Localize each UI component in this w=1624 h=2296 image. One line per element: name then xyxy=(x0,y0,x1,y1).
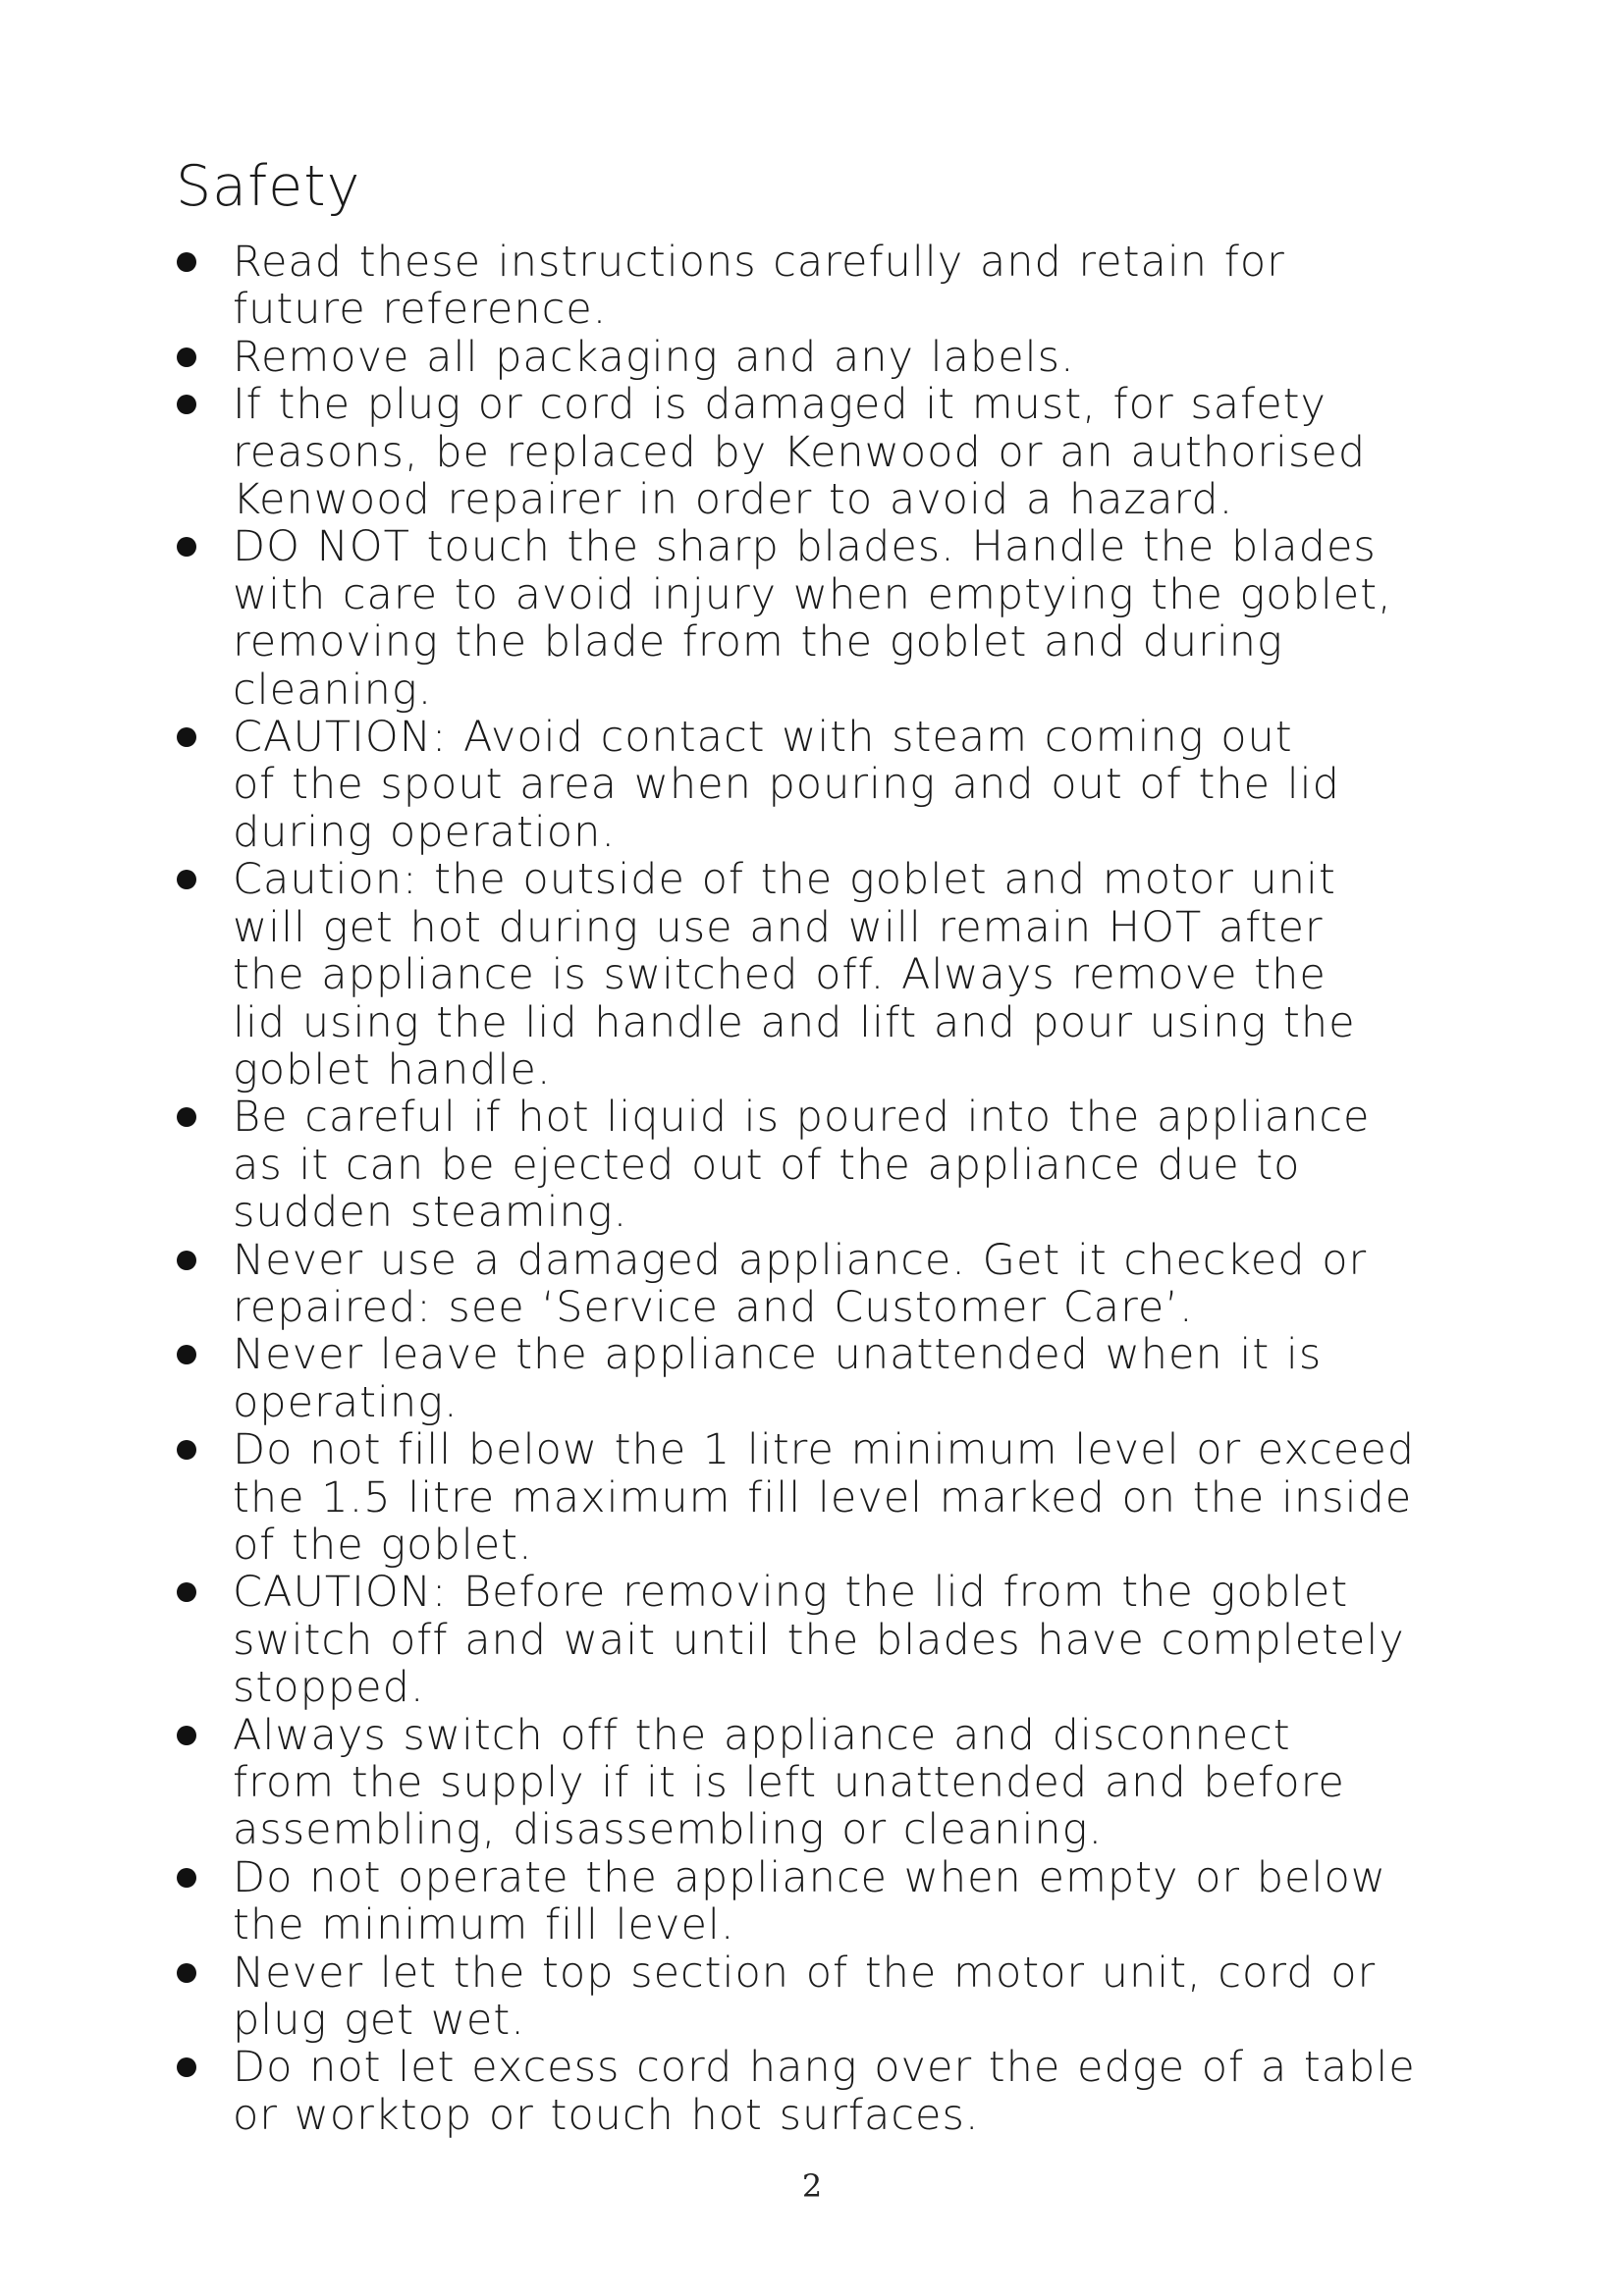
bullet-icon xyxy=(177,727,196,747)
list-item-line: goblet handle. xyxy=(233,1044,552,1095)
list-item-line: during operation. xyxy=(233,807,617,857)
list-item-line: future reference. xyxy=(233,285,608,335)
list-item xyxy=(0,334,1624,381)
safety-list xyxy=(0,239,1624,2139)
list-item-line: Remove all packaging and any labels. xyxy=(233,332,1075,382)
list-item-line: repaired: see ‘Service and Customer Care’. xyxy=(233,1282,1194,1332)
list-item-line: CAUTION: Before removing the lid from the goblet xyxy=(233,1568,1349,1618)
bullet-icon xyxy=(177,537,196,557)
list-item-line: lid using the lid handle and lift and pour using the xyxy=(233,997,1356,1047)
bullet-icon xyxy=(177,1107,196,1127)
list-item-line: Do not operate the appliance when empty or below xyxy=(233,1852,1386,1902)
list-item-line: stopped. xyxy=(233,1663,425,1713)
list-item-line: Do not let excess cord hang over the edge of a table xyxy=(233,2043,1416,2093)
list-item-line: CAUTION: Avoid contact with steam coming out xyxy=(233,713,1293,763)
list-item xyxy=(0,381,1624,523)
list-item xyxy=(0,523,1624,714)
bullet-icon xyxy=(177,1868,196,1888)
list-item-line: Kenwood repairer in order to avoid a hazard. xyxy=(233,475,1234,525)
page-title: Safety xyxy=(176,154,361,219)
list-item-line: assembling, disassembling or cleaning. xyxy=(233,1805,1104,1855)
list-item xyxy=(0,239,1624,334)
list-item-line: as it can be ejected out of the appliance due to xyxy=(233,1140,1301,1190)
list-item xyxy=(0,1569,1624,1711)
list-item-line: reasons, be replaced by Kenwood or an authorised xyxy=(233,427,1367,477)
list-item-line: Be careful if hot liquid is poured into the appliance xyxy=(233,1093,1371,1143)
list-item-line: sudden steaming. xyxy=(233,1188,628,1238)
list-item-line: DO NOT touch the sharp blades. Handle the blades xyxy=(233,522,1377,572)
list-item xyxy=(0,1854,1624,1949)
list-item-line: removing the blade from the goblet and during xyxy=(233,617,1283,667)
bullet-icon xyxy=(177,252,196,272)
list-item-line: of the goblet. xyxy=(233,1520,533,1570)
bullet-icon xyxy=(177,1582,196,1602)
list-item xyxy=(0,856,1624,1094)
list-item-line: will get hot during use and will remain HOT after xyxy=(233,902,1324,952)
list-item-line: Caution: the outside of the goblet and motor unit xyxy=(233,855,1336,905)
bullet-icon xyxy=(177,1251,196,1270)
list-item-line: of the spout area when pouring and out of the lid xyxy=(233,760,1340,810)
page-number: 2 xyxy=(801,2167,823,2205)
list-item-line: the minimum fill level. xyxy=(233,1900,735,1950)
bullet-icon xyxy=(177,347,196,367)
list-item-line: the appliance is switched off. Always remove the xyxy=(233,950,1326,1000)
bullet-icon xyxy=(177,1345,196,1364)
bullet-icon xyxy=(177,2057,196,2077)
bullet-icon xyxy=(177,395,196,414)
bullet-icon xyxy=(177,870,196,889)
list-item xyxy=(0,714,1624,856)
list-item-line: Always switch off the appliance and disconnect xyxy=(233,1710,1291,1760)
list-item xyxy=(0,1426,1624,1569)
list-item-line: Never leave the appliance unattended when it is xyxy=(233,1330,1323,1380)
list-item-line: Never let the top section of the motor unit, cord or xyxy=(233,1948,1377,1998)
list-item-line: plug get wet. xyxy=(233,1996,525,2046)
list-item xyxy=(0,1237,1624,1332)
list-item-line: Never use a damaged appliance. Get it checked or xyxy=(233,1235,1368,1285)
list-item-line: switch off and wait until the blades have completely xyxy=(233,1615,1405,1665)
list-item-line: Read these instructions carefully and retain for xyxy=(233,238,1285,287)
list-item-line: cleaning. xyxy=(233,665,433,715)
bullet-icon xyxy=(177,1963,196,1983)
list-item-line: operating. xyxy=(233,1377,459,1427)
list-item xyxy=(0,1949,1624,2045)
list-item-line: If the plug or cord is damaged it must, for safety xyxy=(233,380,1326,430)
list-item xyxy=(0,1094,1624,1236)
list-item xyxy=(0,1331,1624,1426)
list-item-line: or worktop or touch hot surfaces. xyxy=(233,2090,980,2140)
bullet-icon xyxy=(177,1440,196,1460)
list-item-line: Do not fill below the 1 litre minimum level or exceed xyxy=(233,1425,1416,1475)
list-item-line: from the supply if it is left unattended and before xyxy=(233,1758,1345,1807)
list-item xyxy=(0,1712,1624,1854)
list-item-line: the 1.5 litre maximum fill level marked on the inside xyxy=(233,1472,1413,1522)
bullet-icon xyxy=(177,1726,196,1745)
list-item-line: with care to avoid injury when emptying the goblet, xyxy=(233,569,1392,619)
list-item xyxy=(0,2044,1624,2139)
